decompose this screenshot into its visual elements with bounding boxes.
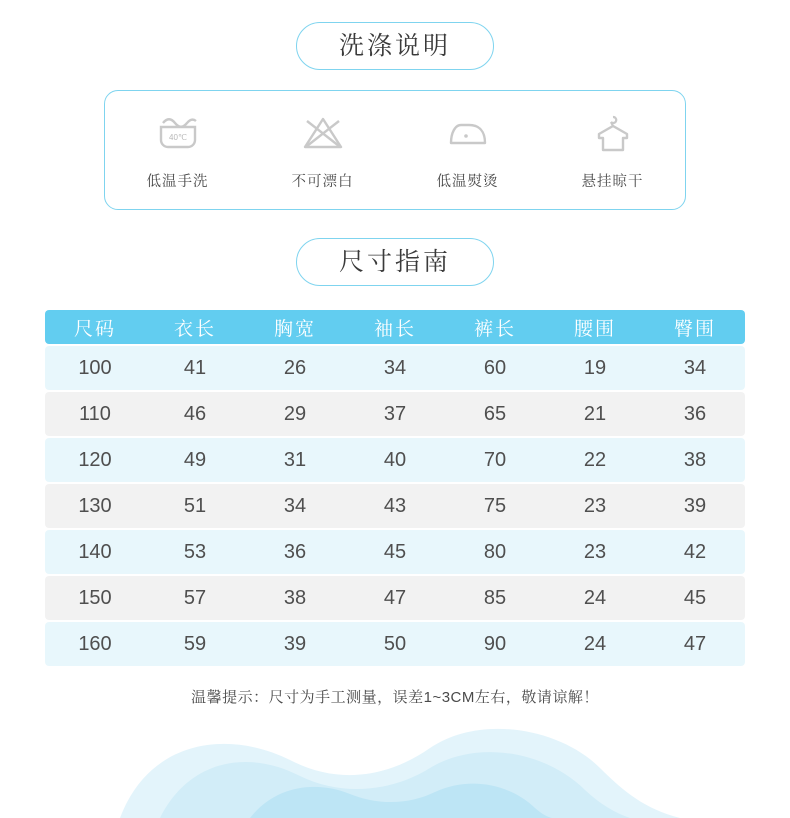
table-row xyxy=(45,346,745,390)
measurement-tip: 温馨提示：尺寸为手工测量，误差1~3CM左右，敬请谅解！ xyxy=(191,689,599,706)
table-cell: 19 xyxy=(545,346,645,390)
care-item-no-bleach xyxy=(263,110,383,191)
table-cell: 39 xyxy=(245,622,345,666)
wash-care-card xyxy=(104,90,686,210)
table-cell: 160 xyxy=(45,622,145,666)
no-bleach-icon xyxy=(298,110,348,158)
table-cell: 47 xyxy=(645,622,745,666)
table-cell: 24 xyxy=(545,622,645,666)
table-cell: 100 xyxy=(45,346,145,390)
table-row xyxy=(45,438,745,482)
table-cell: 53 xyxy=(145,530,245,574)
table-row xyxy=(45,576,745,620)
table-cell: 38 xyxy=(245,576,345,620)
table-cell: 85 xyxy=(445,576,545,620)
wash-instructions-title-text: 洗涤说明 xyxy=(338,31,451,60)
table-cell: 29 xyxy=(245,392,345,436)
table-cell: 39 xyxy=(645,484,745,528)
table-header-cell: 裤长 xyxy=(445,310,545,344)
decorative-waves xyxy=(0,698,790,818)
table-cell: 31 xyxy=(245,438,345,482)
table-cell: 37 xyxy=(345,392,445,436)
table-header-cell: 腰围 xyxy=(545,310,645,344)
low-iron-icon xyxy=(443,110,493,158)
table-header-cell: 袖长 xyxy=(345,310,445,344)
svg-text:40℃: 40℃ xyxy=(168,132,187,142)
table-cell: 41 xyxy=(145,346,245,390)
table-cell: 34 xyxy=(645,346,745,390)
table-cell: 38 xyxy=(645,438,745,482)
hand-wash-icon xyxy=(153,110,203,158)
table-cell: 36 xyxy=(245,530,345,574)
table-cell: 90 xyxy=(445,622,545,666)
table-cell: 45 xyxy=(345,530,445,574)
table-header-cell: 臀围 xyxy=(645,310,745,344)
table-cell: 21 xyxy=(545,392,645,436)
table-row xyxy=(45,622,745,666)
care-item-hand-wash xyxy=(118,110,238,191)
size-guide-title xyxy=(296,238,494,286)
table-row xyxy=(45,484,745,528)
care-label-hang-dry: 悬挂晾干 xyxy=(581,173,644,190)
table-cell: 70 xyxy=(445,438,545,482)
table-cell: 110 xyxy=(45,392,145,436)
table-cell: 59 xyxy=(145,622,245,666)
table-cell: 150 xyxy=(45,576,145,620)
table-cell: 75 xyxy=(445,484,545,528)
table-cell: 51 xyxy=(145,484,245,528)
care-label-no-bleach: 不可漂白 xyxy=(291,173,354,190)
table-cell: 120 xyxy=(45,438,145,482)
table-row xyxy=(45,530,745,574)
table-cell: 49 xyxy=(145,438,245,482)
table-cell: 80 xyxy=(445,530,545,574)
table-cell: 34 xyxy=(345,346,445,390)
care-label-low-iron: 低温熨烫 xyxy=(436,173,499,190)
table-cell: 40 xyxy=(345,438,445,482)
table-cell: 43 xyxy=(345,484,445,528)
table-row xyxy=(45,392,745,436)
care-item-hang-dry xyxy=(553,110,673,191)
care-item-low-iron xyxy=(408,110,528,191)
table-header-cell: 尺码 xyxy=(45,310,145,344)
table-cell: 50 xyxy=(345,622,445,666)
size-table xyxy=(45,308,745,668)
table-header-row xyxy=(45,310,745,344)
size-guide-title-text: 尺寸指南 xyxy=(338,247,451,276)
table-cell: 47 xyxy=(345,576,445,620)
table-cell: 42 xyxy=(645,530,745,574)
wave-shape-icon xyxy=(0,698,790,818)
hang-dry-icon xyxy=(588,110,638,158)
table-header-cell: 胸宽 xyxy=(245,310,345,344)
table-cell: 36 xyxy=(645,392,745,436)
care-label-hand-wash: 低温手洗 xyxy=(146,173,209,190)
table-cell: 34 xyxy=(245,484,345,528)
table-cell: 45 xyxy=(645,576,745,620)
table-cell: 23 xyxy=(545,484,645,528)
table-cell: 24 xyxy=(545,576,645,620)
table-cell: 22 xyxy=(545,438,645,482)
wash-instructions-title xyxy=(296,22,494,70)
table-header-cell: 衣长 xyxy=(145,310,245,344)
table-cell: 60 xyxy=(445,346,545,390)
table-cell: 140 xyxy=(45,530,145,574)
table-cell: 65 xyxy=(445,392,545,436)
table-cell: 57 xyxy=(145,576,245,620)
table-cell: 26 xyxy=(245,346,345,390)
table-cell: 46 xyxy=(145,392,245,436)
table-cell: 130 xyxy=(45,484,145,528)
table-cell: 23 xyxy=(545,530,645,574)
